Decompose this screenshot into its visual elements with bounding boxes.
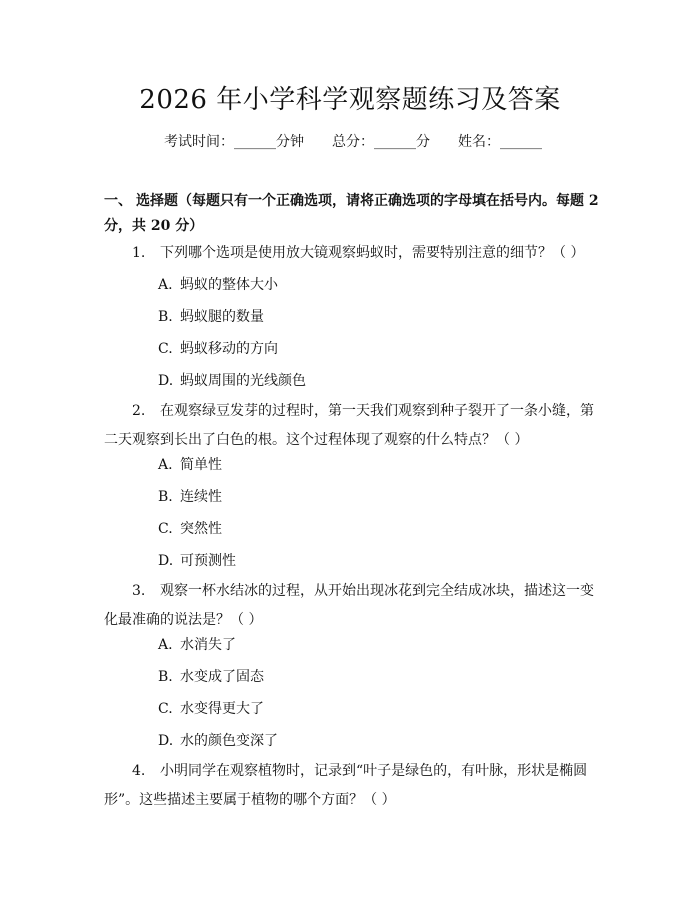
option-letter: C. <box>158 341 173 357</box>
option-letter: B. <box>158 669 173 685</box>
option-letter: A. <box>158 457 173 473</box>
question-1-option-a <box>158 275 278 295</box>
name-blank: ______ <box>500 134 542 150</box>
option-text: 连续性 <box>180 489 222 505</box>
question-3-option-d <box>158 731 278 751</box>
section-heading <box>104 189 600 239</box>
question-text: 小明同学在观察植物时，记录到“叶子是绿色的，有叶脉，形状是椭圆形”。这些描述主要属于植物的哪个方面？（ ） <box>104 763 588 808</box>
option-letter: C. <box>158 701 173 717</box>
option-text: 可预测性 <box>180 553 236 569</box>
section-instructions: 选择题（每题只有一个正确选项，请将正确选项的字母填在括号内。每题 2 分，共 20 分） <box>104 193 599 234</box>
question-number: 2. <box>132 403 146 419</box>
option-text: 蚂蚁移动的方向 <box>180 341 278 357</box>
question-number: 3. <box>132 583 146 599</box>
option-text: 突然性 <box>180 521 222 537</box>
question-1-option-d <box>158 371 306 391</box>
option-letter: B. <box>158 309 173 325</box>
option-letter: D. <box>158 373 174 389</box>
question-2 <box>104 397 600 455</box>
question-1-option-b <box>158 307 264 327</box>
option-text: 简单性 <box>180 457 222 473</box>
question-2-option-b <box>158 487 222 507</box>
time-blank: ______ <box>234 134 276 150</box>
option-letter: A. <box>158 277 173 293</box>
question-3-option-a <box>158 635 236 655</box>
question-3-option-b <box>158 667 264 687</box>
option-text: 蚂蚁周围的光线颜色 <box>180 373 306 389</box>
option-text: 水变成了固态 <box>180 669 264 685</box>
option-text: 水变得更大了 <box>180 701 264 717</box>
score-blank: ______ <box>374 134 416 150</box>
document-title: 2026 年小学科学观察题练习及答案 <box>139 85 561 115</box>
option-letter: D. <box>158 733 174 749</box>
option-text: 蚂蚁的整体大小 <box>180 277 278 293</box>
question-number: 1. <box>132 245 146 261</box>
question-2-option-a <box>158 455 222 475</box>
question-4 <box>104 757 600 815</box>
score-unit: 分 <box>416 134 430 150</box>
question-text: 观察一杯水结冰的过程，从开始出现冰花到完全结成冰块，描述这一变化最准确的说法是？（ ） <box>104 583 594 628</box>
option-text: 水的颜色变深了 <box>180 733 278 749</box>
option-letter: C. <box>158 521 173 537</box>
score-label: 总分： <box>332 134 374 150</box>
name-label: 姓名： <box>458 134 500 150</box>
option-letter: D. <box>158 553 174 569</box>
question-2-option-d <box>158 551 236 571</box>
option-text: 水消失了 <box>180 637 236 653</box>
question-number: 4. <box>132 763 146 779</box>
time-unit: 分钟 <box>276 134 304 150</box>
question-text: 在观察绿豆发芽的过程时，第一天我们观察到种子裂开了一条小缝，第二天观察到长出了白色的根。这个过程体现了观察的什么特点？（ ） <box>104 403 594 448</box>
time-label: 考试时间： <box>164 134 234 150</box>
question-1 <box>104 239 600 268</box>
option-text: 蚂蚁腿的数量 <box>180 309 264 325</box>
question-1-option-c <box>158 339 278 359</box>
question-3-option-c <box>158 699 264 719</box>
section-number: 一、 <box>104 193 132 209</box>
question-2-option-c <box>158 519 222 539</box>
option-letter: B. <box>158 489 173 505</box>
exam-info-line <box>164 132 542 152</box>
question-3 <box>104 577 600 635</box>
question-text: 下列哪个选项是使用放大镜观察蚂蚁时，需要特别注意的细节？（ ） <box>160 245 585 261</box>
option-letter: A. <box>158 637 173 653</box>
